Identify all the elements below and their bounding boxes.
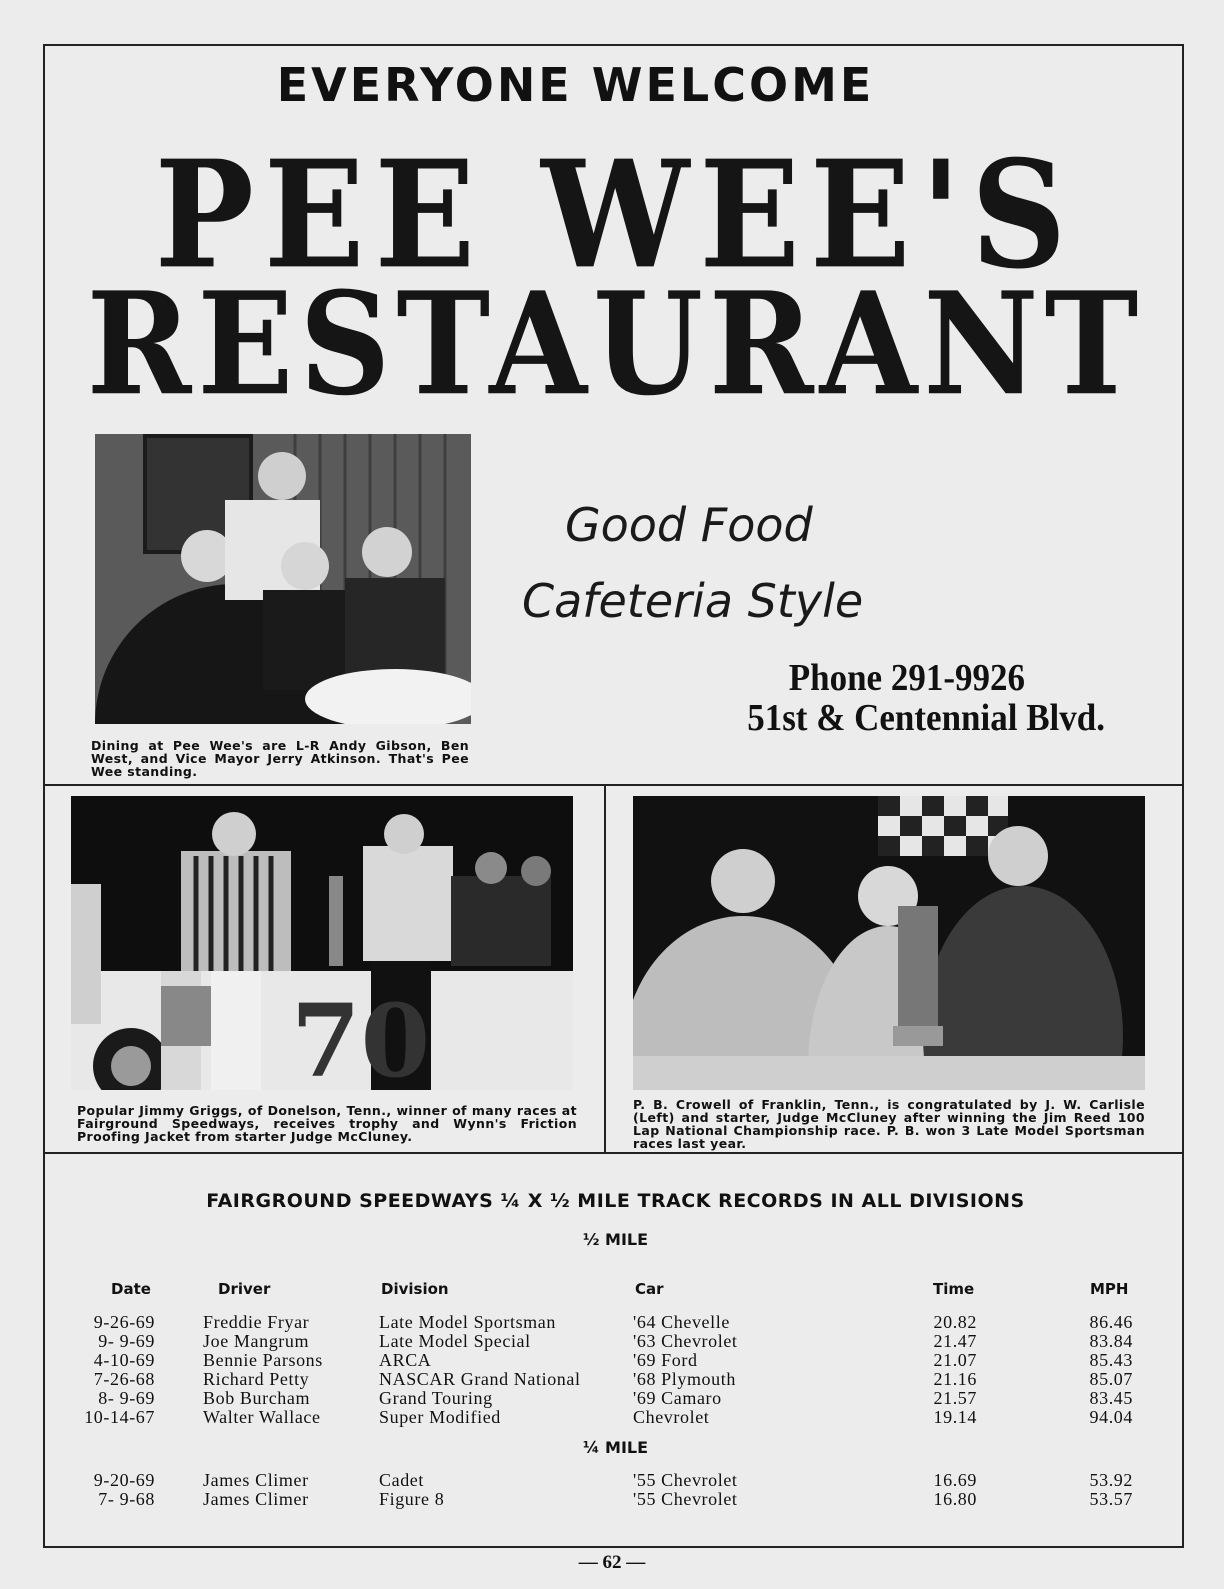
- contact-phone: Phone 291-9926: [788, 656, 1025, 699]
- header-time: Time: [933, 1280, 975, 1298]
- cell-date: 7-26-68: [93, 1369, 155, 1389]
- restaurant-photo-caption: Dining at Pee Wee's are L-R Andy Gibson, Ben West, and Vice Mayor Jerry Atkinson. That's Pee Wee standing.: [91, 738, 469, 779]
- quarter-mile-label: ¼ MILE: [582, 1438, 649, 1457]
- cell-mph: 53.92: [1089, 1470, 1133, 1490]
- cell-division: ARCA: [379, 1350, 432, 1370]
- race-photo-right: [633, 796, 1145, 1090]
- cell-time: 21.57: [933, 1388, 977, 1408]
- race-photo-left-caption: Popular Jimmy Griggs, of Donelson, Tenn., winner of many races at Fairground Speedways, receives trophy and Wynn's Friction Proofing Jacket from starter Judge McCluney.: [77, 1103, 577, 1144]
- cell-date: 9-20-69: [93, 1470, 155, 1490]
- table-row: [45, 1369, 1186, 1389]
- tagline-good-food: Good Food: [565, 498, 813, 552]
- cell-driver: Bennie Parsons: [203, 1350, 323, 1370]
- cell-division: Figure 8: [379, 1489, 445, 1509]
- cell-time: 19.14: [933, 1407, 977, 1427]
- half-mile-label: ½ MILE: [582, 1230, 649, 1249]
- cell-mph: 94.04: [1089, 1407, 1133, 1427]
- cell-time: 16.80: [933, 1489, 977, 1509]
- cell-driver: Walter Wallace: [203, 1407, 321, 1427]
- cell-mph: 86.46: [1089, 1312, 1133, 1332]
- cell-driver: Freddie Fryar: [203, 1312, 310, 1332]
- cell-driver: James Climer: [203, 1470, 309, 1490]
- race-photo-left: [71, 796, 573, 1090]
- cell-mph: 85.07: [1089, 1369, 1133, 1389]
- cell-division: Late Model Special: [379, 1331, 531, 1351]
- header-driver: Driver: [218, 1280, 271, 1298]
- divider-top: [45, 784, 1182, 786]
- cell-division: Late Model Sportsman: [379, 1312, 556, 1332]
- table-row: [45, 1388, 1186, 1408]
- cell-car: Chevrolet: [633, 1407, 710, 1427]
- restaurant-photo: [95, 434, 471, 724]
- cell-car: '55 Chevrolet: [633, 1489, 738, 1509]
- contact-address: 51st & Centennial Blvd.: [747, 696, 1105, 739]
- divider-photos: [604, 784, 606, 1152]
- header-car: Car: [635, 1280, 664, 1298]
- table-row: [45, 1489, 1186, 1509]
- cell-mph: 85.43: [1089, 1350, 1133, 1370]
- table-row: [45, 1350, 1186, 1370]
- cell-driver: Joe Mangrum: [203, 1331, 310, 1351]
- cell-date: 8- 9-69: [98, 1388, 155, 1408]
- cell-date: 10-14-67: [84, 1407, 155, 1427]
- cell-time: 21.07: [933, 1350, 977, 1370]
- cell-division: Cadet: [379, 1470, 424, 1490]
- cell-division: Grand Touring: [379, 1388, 493, 1408]
- cell-date: 9-26-69: [93, 1312, 155, 1332]
- page-number: — 62 —: [578, 1552, 646, 1573]
- cell-car: '64 Chevelle: [633, 1312, 730, 1332]
- cell-car: '63 Chevrolet: [633, 1331, 738, 1351]
- car-number: 70: [291, 982, 431, 1090]
- welcome-heading: EVERYONE WELCOME: [276, 58, 875, 112]
- divider-bottom: [45, 1152, 1182, 1154]
- cell-mph: 83.84: [1089, 1331, 1133, 1351]
- race-photo-right-caption: P. B. Crowell of Franklin, Tenn., is congratulated by J. W. Carlisle (Left) and starter, Judge McCluney after winning the Jim Reed 100 Lap National Championship race. P. B. won 3 Late Model Sportsman races last year.: [633, 1097, 1145, 1151]
- cell-driver: Bob Burcham: [203, 1388, 311, 1408]
- cell-time: 21.47: [933, 1331, 977, 1351]
- records-title: FAIRGROUND SPEEDWAYS ¼ X ½ MILE TRACK RECORDS IN ALL DIVISIONS: [206, 1190, 1025, 1212]
- tagline-cafeteria-style: Cafeteria Style: [522, 574, 864, 628]
- table-row: [45, 1470, 1186, 1490]
- cell-time: 20.82: [933, 1312, 977, 1332]
- cell-date: 4-10-69: [93, 1350, 155, 1370]
- table-row: [45, 1407, 1186, 1427]
- cell-car: '69 Ford: [633, 1350, 698, 1370]
- restaurant-name-line1: PEE WEE'S: [154, 128, 1077, 303]
- table-row: [45, 1312, 1186, 1332]
- restaurant-name-line2: RESTAURANT: [86, 261, 1145, 427]
- cell-date: 9- 9-69: [98, 1331, 155, 1351]
- cell-division: Super Modified: [379, 1407, 501, 1427]
- cell-division: NASCAR Grand National: [379, 1369, 581, 1389]
- cell-mph: 53.57: [1089, 1489, 1133, 1509]
- cell-time: 21.16: [933, 1369, 977, 1389]
- cell-car: '68 Plymouth: [633, 1369, 736, 1389]
- cell-car: '55 Chevrolet: [633, 1470, 738, 1490]
- cell-car: '69 Camaro: [633, 1388, 722, 1408]
- header-date: Date: [111, 1280, 151, 1298]
- page-frame: [43, 44, 1184, 1548]
- cell-driver: Richard Petty: [203, 1369, 310, 1389]
- cell-mph: 83.45: [1089, 1388, 1133, 1408]
- cell-date: 7- 9-68: [98, 1489, 155, 1509]
- header-mph: MPH: [1090, 1280, 1129, 1298]
- cell-time: 16.69: [933, 1470, 977, 1490]
- cell-driver: James Climer: [203, 1489, 309, 1509]
- table-row: [45, 1331, 1186, 1351]
- header-division: Division: [381, 1280, 449, 1298]
